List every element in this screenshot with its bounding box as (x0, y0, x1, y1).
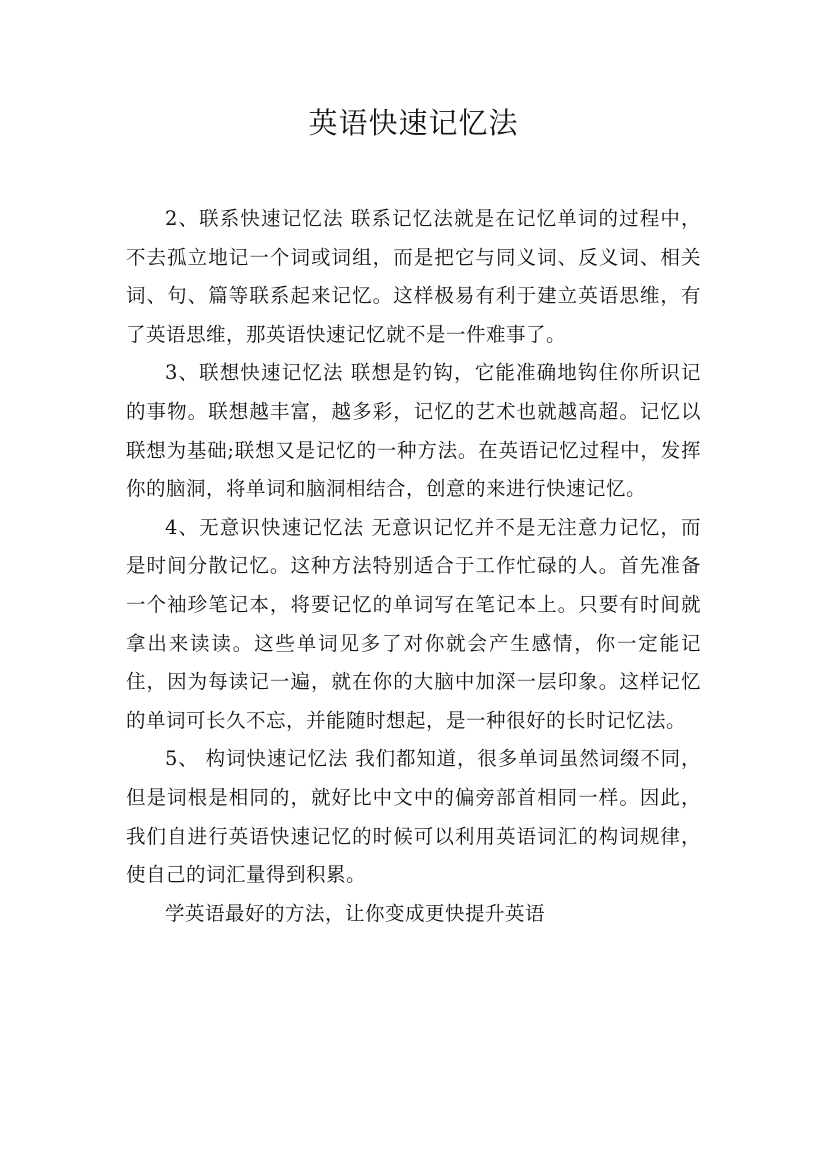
paragraph-unconscious-method: 4、无意识快速记忆法 无意识记忆并不是无注意力记忆，而是时间分散记忆。这种方法特别适合于工作忙碌的人。首先准备一个袖珍笔记本，将要记忆的单词写在笔记本上。只要有时间就拿出来读读。这些单词见多了对你就会产生感情，你一定能记住，因为每读记一遍，就在你的大脑中加深一层印象。这样记忆的单词可长久不忘，并能随时想起，是一种很好的长时记忆法。 (126, 515, 701, 732)
paragraph-linking-method: 2、联系快速记忆法 联系记忆法就是在记忆单词的过程中，不去孤立地记一个词或词组，而是把它与同义词、反义词、相关词、句、篇等联系起来记忆。这样极易有利于建立英语思维，有了英语思维，那英语快速记忆就不是一件难事了。 (126, 207, 701, 346)
paragraph-closing-line: 学英语最好的方法，让你变成更快提升英语 (165, 901, 546, 925)
paragraph-word-formation-method: 5、 构词快速记忆法 我们都知道，很多单词虽然词缀不同，但是词根是相同的，就好比中文中的偏旁部首相同一样。因此，我们自进行英语快速记忆的时候可以利用英语词汇的构词规律，使自己的词汇量得到积累。 (126, 747, 701, 887)
document-title: 英语快速记忆法 (308, 106, 519, 140)
paragraph-association-method: 3、联想快速记忆法 联想是钓钩，它能准确地钩住你所识记的事物。联想越丰富，越多彩，记忆的艺术也就越高超。记忆以联想为基础;联想又是记忆的一种方法。在英语记忆过程中，发挥你的脑洞，将单词和脑洞相结合，创意的来进行快速记忆。 (126, 361, 701, 501)
